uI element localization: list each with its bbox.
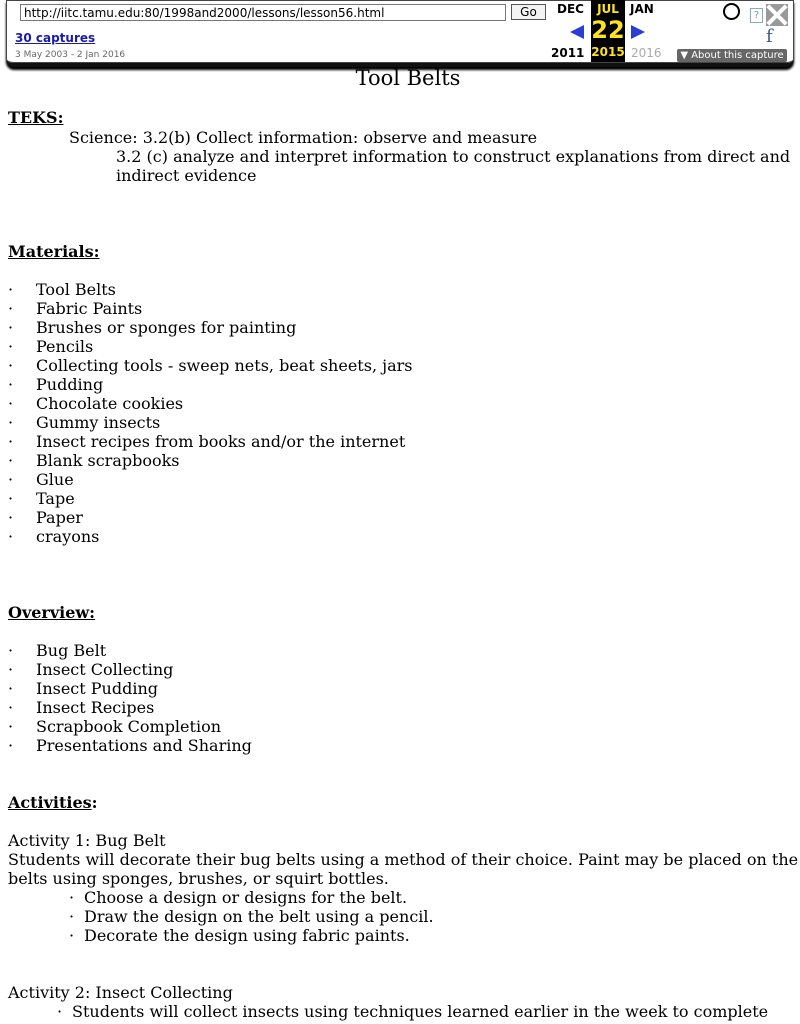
wayback-toolbar	[6, 0, 794, 67]
page-title: Tool Belts	[355, 66, 461, 90]
prev-year-link[interactable]: 2011	[551, 46, 585, 60]
bullet-icon: ·	[8, 394, 14, 413]
bullet-icon: ·	[8, 375, 14, 394]
url-input[interactable]	[20, 4, 506, 21]
overview-item-text: Insect Pudding	[36, 679, 158, 698]
bullet-icon: ·	[57, 1002, 63, 1021]
activity1-step-text: Choose a design or designs for the belt.	[84, 888, 408, 907]
material-item-text: Blank scrapbooks	[36, 451, 180, 470]
activity1-step	[69, 888, 407, 907]
bullet-icon: ·	[8, 698, 14, 717]
material-item	[8, 527, 99, 546]
overview-item	[8, 717, 221, 736]
material-item-text: Brushes or sponges for painting	[36, 318, 297, 337]
material-item	[8, 451, 180, 470]
material-item	[8, 337, 93, 356]
bullet-icon: ·	[8, 318, 14, 337]
activity2-step-text: Students will collect insects using techniques learned earlier in the week to complete	[72, 1002, 769, 1021]
teks-heading: TEKS:	[8, 108, 64, 127]
bullet-icon: ·	[8, 736, 14, 755]
overview-item	[8, 698, 154, 717]
next-year-label: 2016	[631, 46, 662, 60]
bullet-icon: ·	[8, 356, 14, 375]
material-item	[8, 413, 160, 432]
material-item-text: Insect recipes from books and/or the internet	[36, 432, 406, 451]
material-item	[8, 299, 142, 318]
overview-item	[8, 641, 106, 660]
activity1-step	[69, 907, 434, 926]
material-item	[8, 432, 405, 451]
bullet-icon: ·	[8, 280, 14, 299]
activity1-title: Activity 1: Bug Belt	[8, 831, 166, 850]
material-item-text: Gummy insects	[36, 413, 161, 432]
activity1-step-text: Draw the design on the belt using a pencil.	[84, 907, 434, 926]
overview-item	[8, 736, 252, 755]
material-item-text: Tape	[36, 489, 75, 508]
bullet-icon: ·	[69, 888, 75, 907]
material-item	[8, 508, 83, 527]
bullet-icon: ·	[8, 337, 14, 356]
current-day: 22	[591, 16, 625, 44]
activity1-step-text: Decorate the design using fabric paints.	[84, 926, 410, 945]
next-capture-arrow-icon[interactable]	[631, 25, 645, 39]
material-item	[8, 489, 75, 508]
prev-capture-arrow-icon[interactable]	[570, 25, 584, 39]
about-capture-button[interactable]: ▼ About this capture	[677, 49, 787, 62]
activities-heading: Activities	[8, 793, 92, 812]
close-icon[interactable]	[766, 4, 788, 26]
teks-science-line: Science: 3.2(b) Collect information: observe and measure	[69, 128, 538, 147]
overview-item	[8, 660, 173, 679]
overview-heading: Overview:	[8, 603, 96, 622]
material-item-text: Pudding	[36, 375, 104, 394]
material-item	[8, 356, 412, 375]
current-month: JUL	[597, 2, 619, 16]
material-item-text: Collecting tools - sweep nets, beat sheets, jars	[36, 356, 413, 375]
material-item	[8, 280, 116, 299]
activities-colon: :	[91, 793, 98, 812]
material-item-text: crayons	[36, 527, 100, 546]
bullet-icon: ·	[69, 926, 75, 945]
capture-status-icon	[723, 3, 740, 20]
bullet-icon: ·	[8, 660, 14, 679]
material-item	[8, 318, 296, 337]
material-item-text: Paper	[36, 508, 83, 527]
prev-month-link[interactable]: DEC	[557, 2, 584, 16]
bullet-icon: ·	[69, 907, 75, 926]
teks-line-2: 3.2 (c) analyze and interpret information to construct explanations from direct and	[116, 147, 791, 166]
bullet-icon: ·	[8, 432, 14, 451]
bullet-icon: ·	[8, 451, 14, 470]
overview-item-text: Scrapbook Completion	[36, 717, 221, 736]
activity2-step	[57, 1002, 768, 1021]
bullet-icon: ·	[8, 299, 14, 318]
material-item-text: Glue	[36, 470, 74, 489]
teks-line-3: indirect evidence	[116, 166, 257, 185]
bullet-icon: ·	[8, 470, 14, 489]
bullet-icon: ·	[8, 641, 14, 660]
overview-item	[8, 679, 158, 698]
materials-heading: Materials:	[8, 242, 100, 261]
activity1-text: Students will decorate their bug belts using a method of their choice. Paint may be placed on the belts using sponges, brushes, or squirt bottles.	[8, 850, 799, 888]
go-button[interactable]: Go	[511, 4, 546, 20]
captures-link[interactable]: 30 captures	[15, 31, 96, 45]
material-item	[8, 470, 74, 489]
capture-range: 3 May 2003 - 2 Jan 2016	[15, 50, 126, 60]
activities-heading-wrap	[8, 793, 98, 812]
material-item-text: Chocolate cookies	[36, 394, 184, 413]
activity1-step	[69, 926, 410, 945]
material-item	[8, 394, 183, 413]
facebook-icon[interactable]: f	[766, 26, 773, 47]
overview-item-text: Insect Collecting	[36, 660, 174, 679]
bullet-icon: ·	[8, 527, 14, 546]
material-item-text: Fabric Paints	[36, 299, 143, 318]
overview-item-text: Presentations and Sharing	[36, 736, 252, 755]
current-year: 2015	[591, 45, 625, 59]
overview-item-text: Bug Belt	[36, 641, 107, 660]
bullet-icon: ·	[8, 717, 14, 736]
bullet-icon: ·	[8, 679, 14, 698]
help-icon[interactable]: ?	[750, 8, 763, 23]
bullet-icon: ·	[8, 413, 14, 432]
material-item	[8, 375, 103, 394]
bullet-icon: ·	[8, 508, 14, 527]
material-item-text: Pencils	[36, 337, 94, 356]
overview-item-text: Insect Recipes	[36, 698, 155, 717]
current-capture	[591, 0, 625, 62]
bullet-icon: ·	[8, 489, 14, 508]
next-month-link[interactable]: JAN	[630, 2, 654, 16]
material-item-text: Tool Belts	[36, 280, 116, 299]
activity2-title: Activity 2: Insect Collecting	[8, 983, 233, 1002]
